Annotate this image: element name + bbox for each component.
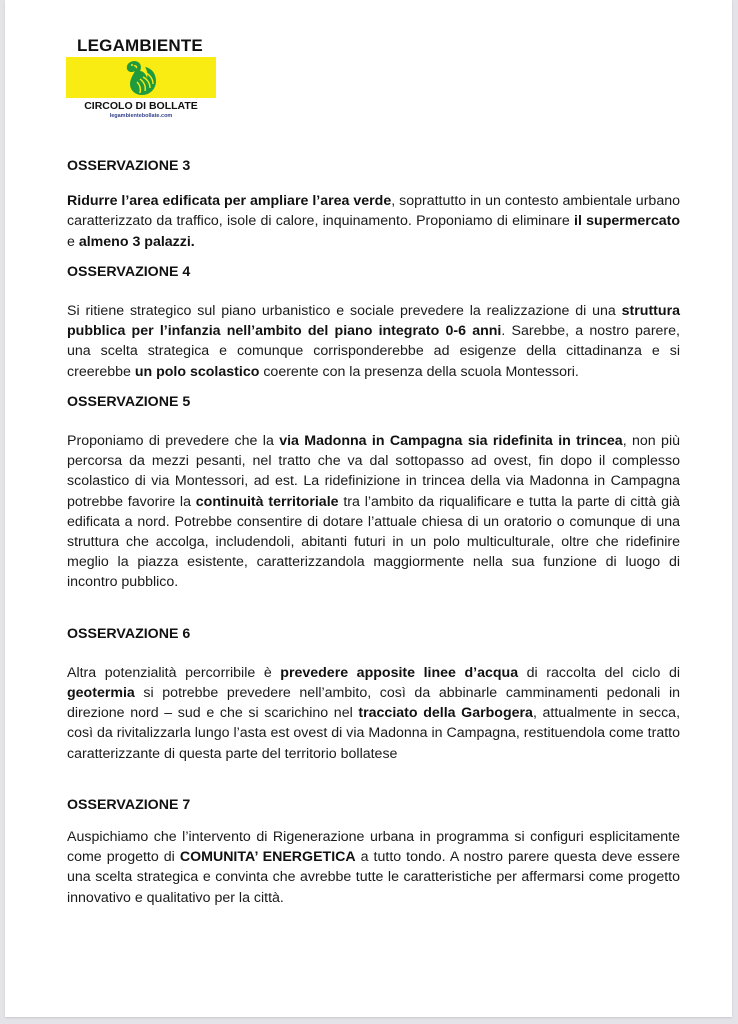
swan-icon [123, 59, 159, 97]
section-heading: OSSERVAZIONE 6 [67, 625, 191, 642]
logo-subtitle: CIRCOLO DI BOLLATE [84, 100, 198, 112]
section-heading: OSSERVAZIONE 3 [67, 158, 191, 174]
bold-text: continuità territoriale [195, 493, 339, 510]
text-run: e [67, 233, 79, 250]
bold-text: Ridurre l’area edificata per ampliare l’area verde [67, 193, 392, 210]
section-paragraph [67, 301, 680, 382]
text-run: , attualmente in secca, così da rivitalizzarla lungo l’asta est ovest di via Madonna in Campagna, restituendola come tratto caratterizzante di questa parte del territorio bollatese [67, 705, 681, 762]
document-page [5, 0, 732, 1017]
bold-text: tracciato della Garbogera [358, 705, 533, 722]
bold-text: il supermercato [574, 213, 680, 230]
section-paragraph [67, 663, 680, 764]
document-body [67, 156, 680, 908]
observation-3 [67, 156, 680, 252]
section-paragraph [67, 827, 680, 908]
observation-7 [67, 795, 680, 908]
text-run: coerente con la presenza della scuola Montessori. [259, 363, 579, 380]
section-heading: OSSERVAZIONE 4 [67, 263, 191, 280]
logo-url: legambientebollate.com [109, 113, 173, 119]
text-run: Proponiamo di prevedere che la [67, 433, 280, 450]
text-run: . Sarebbe, a nostro parere, una scelta strategica e comunque corrisponderebbe ad esigenze della cittadinanza e si creerebbe [67, 323, 680, 380]
logo-band [66, 57, 216, 98]
bold-text: un polo scolastico [134, 363, 260, 380]
observation-4 [67, 262, 680, 382]
bold-text: prevedere apposite linee d’acqua [280, 664, 519, 681]
text-run: Altra potenzialità percorribile è [67, 664, 281, 681]
bold-text: geotermia [67, 685, 135, 702]
text-run: Auspichiamo che l’intervento di Rigenerazione urbana in programma si configuri esplicitamente come progetto di [67, 829, 680, 866]
legambiente-logo [66, 36, 216, 120]
text-run: , soprattutto in un contesto ambientale urbano caratterizzato da traffico, isole di calore, inquinamento. Proponiamo di eliminare [67, 193, 680, 230]
section-heading: OSSERVAZIONE 5 [67, 393, 191, 410]
section-paragraph [67, 191, 680, 252]
text-run: a tutto tondo. A nostro parere questa deve essere una scelta strategica e convinta che avrebbe tutte le caratteristiche per affermarsi come progetto innovativo e qualitativo per la città. [67, 849, 680, 906]
text-run: Si ritiene strategico sul piano urbanistico e sociale prevedere la realizzazione di una [67, 303, 622, 320]
logo-title: LEGAMBIENTE [77, 36, 203, 55]
bold-text: COMUNITA’ ENERGETICA [179, 849, 356, 866]
bold-text: via Madonna in Campagna sia ridefinita in trincea [279, 433, 623, 450]
section-paragraph [67, 431, 680, 593]
bold-text: struttura pubblica per l’infanzia nell’ambito del piano integrato 0-6 anni [67, 303, 680, 340]
text-run: si potrebbe prevedere nell’ambito, così da abbinarle camminamenti pedonali in direzione nord – sud e che si scarichino nel [67, 685, 680, 722]
observation-5 [67, 392, 680, 593]
bold-text: almeno 3 palazzi. [78, 233, 195, 250]
observation-6 [67, 624, 680, 764]
section-heading: OSSERVAZIONE 7 [67, 796, 191, 813]
text-run: , non più percorsa da mezzi pesanti, nel tratto che va dal sottopasso ad ovest, fin dopo il complesso scolastico di via Montessori, ad est. La ridefinizione in trincea della via Madonna in Campagna potrebbe favorire la [67, 433, 680, 510]
text-run: tra l’ambito da riqualificare e tutta la parte di città già edificata a nord. Potrebbe consentire di dotare l’attuale chiesa di un oratorio o comunque di una struttura che accolga, includendoli, abitanti futuri in un polo multiculturale, oltre che ridefinire meglio la piazza esistente, caratterizzandola maggiormente nella sua funzione di luogo di incontro pubblico. [67, 493, 680, 591]
text-run: di raccolta del ciclo di [518, 664, 680, 681]
